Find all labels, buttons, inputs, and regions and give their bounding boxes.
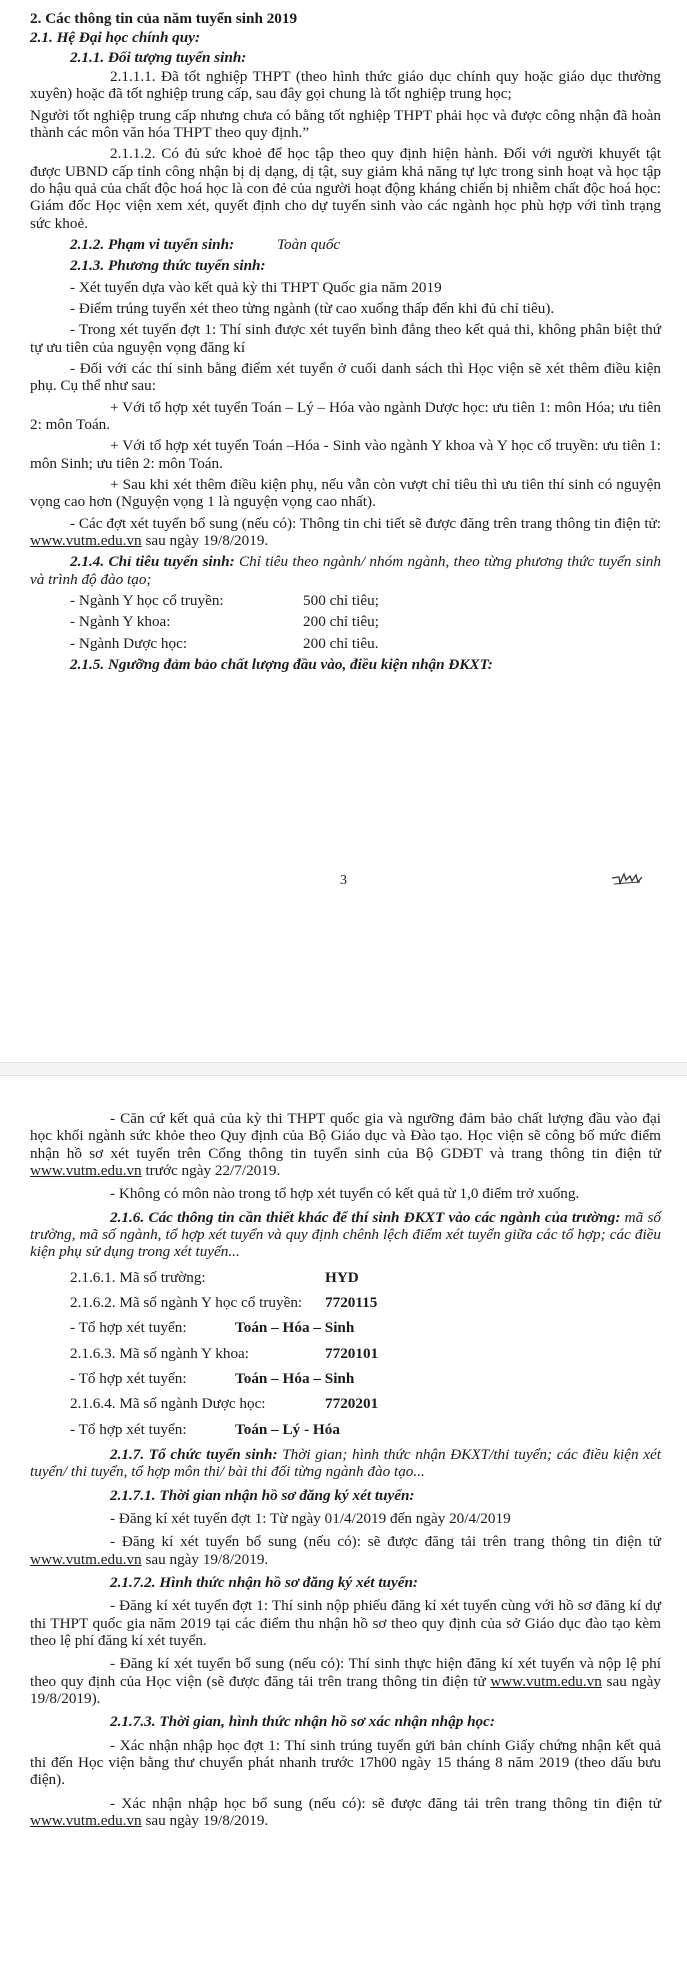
xac-nhan-item-2-text: - Xác nhận nhập học bổ sung (nếu có): sẽ được đăng tải trên trang thông tin điện tử [110, 1794, 661, 1812]
code-row [30, 1421, 661, 1438]
page-3-content [30, 10, 661, 673]
quota-value: 200 chỉ tiêu. [303, 634, 379, 652]
phuong-thuc-item-3: - Trong xét tuyển đợt 1: Thí sinh được xét tuyển bình đẳng theo kết quả thi, không phân biệt thứ tự ưu tiên của nguyện vọng đăng kí [30, 321, 661, 356]
hinh-thuc-item-2-date: sau ngày 19/8/2019). [30, 1672, 661, 1707]
code-label: - Tổ hợp xét tuyển: [70, 1420, 187, 1438]
code-value: 7720201 [325, 1395, 379, 1413]
quota-name: - Ngành Y học cổ truyền: [70, 591, 224, 609]
quota-row [30, 635, 661, 652]
code-label: 2.1.6.1. Mã số trường: [70, 1268, 206, 1286]
website-link[interactable]: www.vutm.edu.vn [30, 1161, 142, 1179]
code-label: - Tổ hợp xét tuyển: [70, 1319, 187, 1337]
subsection-title: 2.1. Hệ Đại học chính quy: [30, 29, 201, 47]
xac-nhan-item-1: - Xác nhận nhập học đợt 1: Thí sinh trúng tuyển gửi bản chính Giấy chứng nhận kết quả thi đến Học viện bằng thư chuyển phát nhanh trước 17h00 ngày 15 tháng 8 năm 2019 (theo dấu bưu điện). [30, 1736, 661, 1789]
phuong-thuc-item-8 [30, 515, 661, 550]
phuong-thuc-item-6: + Với tổ hợp xét tuyển Toán –Hóa - Sinh vào ngành Y khoa và Y học cổ truyền: ưu tiên 1: môn Sinh; ưu tiên 2: môn Toán. [30, 437, 661, 472]
document-page-4 [0, 1074, 687, 1973]
quota-row [30, 592, 661, 609]
code-value: 7720115 [325, 1293, 378, 1311]
code-value: Toán – Lý - Hóa [235, 1420, 340, 1438]
section-title: 2. Các thông tin của năm tuyển sinh 2019 [30, 10, 298, 27]
signature-mark [610, 868, 644, 890]
phuong-thuc-item-8-text: - Các đợt xét tuyển bổ sung (nếu có): Thông tin chi tiết sẽ được đăng trên trang thông tin điện tử: [70, 514, 661, 532]
code-value: 7720101 [325, 1344, 379, 1362]
to-chuc-paragraph [30, 1446, 661, 1481]
chi-tieu-label: 2.1.4. Chỉ tiêu tuyển sinh: [70, 553, 235, 571]
doi-tuong-paragraph-3: 2.1.1.2. Có đủ sức khoẻ để học tập theo quy định hiện hành. Đối với người khuyết tật được UBND cấp tỉnh công nhận bị dị dạng, dị tật, suy giảm khả năng tự lực trong sinh hoạt và học tập do hậu quả của chất độc hoá học là con đẻ của người hoạt động kháng chiến bị nhiễm chất độc hoá học: Giám đốc Học viện xem xét, quyết định cho dự tuyển sinh vào các ngành học phù hợp với tình trạng sức khoẻ. [30, 145, 661, 232]
pham-vi-row [30, 236, 661, 253]
website-link[interactable]: www.vutm.edu.vn [30, 531, 142, 549]
quota-value: 200 chỉ tiêu; [303, 613, 379, 631]
thong-tin-paragraph [30, 1209, 661, 1261]
code-label: 2.1.6.3. Mã số ngành Y khoa: [70, 1344, 249, 1362]
xac-nhan-item-2 [30, 1795, 661, 1830]
code-row [30, 1294, 661, 1311]
chi-tieu-paragraph [30, 553, 661, 588]
website-link[interactable]: www.vutm.edu.vn [490, 1672, 602, 1690]
thong-tin-description: mã số trường, mã số ngành, tổ hợp xét tuyển và quy định chênh lệch điểm xét tuyển giữa các tổ hợp; các điều kiện phụ sử dụng trong xét tuyển... [30, 1208, 661, 1261]
quota-value: 500 chỉ tiêu; [303, 591, 379, 609]
nguong-paragraph-1-date: trước ngày 22/7/2019. [141, 1161, 281, 1179]
thoi-gian-title: 2.1.7.1. Thời gian nhận hồ sơ đăng ký xét tuyển: [110, 1486, 415, 1504]
quota-name: - Ngành Dược học: [70, 634, 188, 652]
doi-tuong-paragraph-2: Người tốt nghiệp trung cấp nhưng chưa có bằng tốt nghiệp THPT phải học và được công nhận đã hoàn thành các môn văn hóa THPT theo quy định.” [30, 106, 661, 141]
hinh-thuc-item-2 [30, 1655, 661, 1707]
phuong-thuc-item-1: - Xét tuyển dựa vào kết quả kỳ thi THPT Quốc gia năm 2019 [70, 278, 442, 296]
code-value: Toán – Hóa – Sinh [235, 1319, 355, 1337]
code-value: Toán – Hóa – Sinh [235, 1369, 355, 1387]
chi-tieu-description: Chỉ tiêu theo ngành/ nhóm ngành, theo từng phương thức tuyển sinh và trình độ đào tạo; [30, 553, 661, 588]
handwritten-initials [610, 868, 644, 894]
phuong-thuc-item-8-date: sau ngày 19/8/2019. [141, 531, 269, 549]
code-label: 2.1.6.4. Mã số ngành Dược học: [70, 1395, 266, 1413]
page-number: 3 [340, 873, 347, 888]
pham-vi-value: Toàn quốc [277, 235, 341, 253]
hinh-thuc-item-1: - Đăng kí xét tuyển đợt 1: Thí sinh nộp phiếu đăng kí xét tuyển cùng với hồ sơ đăng kí dự thi THPT quốc gia năm 2019 tại các điểm thu nhận hồ sơ theo quy định của sở Giáo dục đào tạo kèm theo lệ phí đăng kí xét tuyển. [30, 1597, 661, 1649]
quota-name: - Ngành Y khoa: [70, 613, 171, 631]
nguong-paragraph-2: - Không có môn nào trong tổ hợp xét tuyển có kết quả từ 1,0 điểm trở xuống. [110, 1185, 580, 1203]
pham-vi-label: 2.1.2. Phạm vi tuyển sinh: [70, 235, 235, 253]
phuong-thuc-item-7: + Sau khi xét thêm điều kiện phụ, nếu vẫn còn vượt chỉ tiêu thì ưu tiên thí sinh có nguyện vọng cao hơn (Nguyện vọng 1 là nguyện vọng cao nhất). [30, 475, 661, 511]
website-link[interactable]: www.vutm.edu.vn [30, 1550, 142, 1568]
website-link[interactable]: www.vutm.edu.vn [30, 1811, 142, 1829]
doi-tuong-paragraph-1: 2.1.1.1. Đã tốt nghiệp THPT (theo hình thức giáo dục chính quy hoặc giáo dục thường xuyên) hoặc đã tốt nghiệp trung cấp, sau đây gọi chung là tốt nghiệp trung học; [30, 67, 661, 103]
thoi-gian-item-2-date: sau ngày 19/8/2019. [141, 1550, 269, 1568]
nguong-paragraph-1 [30, 1110, 661, 1179]
to-chuc-title: 2.1.7. Tổ chức tuyển sinh: [110, 1445, 278, 1463]
thong-tin-title: 2.1.6. Các thông tin cần thiết khác để thí sinh ĐKXT vào các ngành của trường: [110, 1208, 621, 1226]
phuong-thuc-item-5: + Với tổ hợp xét tuyển Toán – Lý – Hóa vào ngành Dược học: ưu tiên 1: môn Hóa; ưu tiên 2: môn Toán. [30, 398, 661, 433]
thoi-gian-item-1: - Đăng kí xét tuyển đợt 1: Từ ngày 01/4/2019 đến ngày 20/4/2019 [110, 1509, 511, 1527]
thoi-gian-item-2-text: - Đăng kí xét tuyển bổ sung (nếu có): sẽ được đăng tải trên trang thông tin điện tử [110, 1533, 661, 1551]
nguong-title: 2.1.5. Ngưỡng đảm bảo chất lượng đầu vào, điều kiện nhận ĐKXT: [70, 655, 493, 673]
xac-nhan-item-2-date: sau ngày 19/8/2019. [141, 1811, 269, 1829]
doi-tuong-title: 2.1.1. Đối tượng tuyển sinh: [70, 48, 247, 66]
code-label: 2.1.6.2. Mã số ngành Y học cổ truyền: [70, 1293, 303, 1311]
code-label: - Tổ hợp xét tuyển: [70, 1369, 187, 1387]
page-4-content [30, 1110, 661, 1829]
quota-row [30, 613, 661, 630]
code-value: HYD [325, 1268, 359, 1286]
nguong-paragraph-1-text: - Căn cứ kết quả của kỳ thi THPT quốc gia và ngưỡng đảm bảo chất lượng đầu vào đại học khối ngành sức khỏe theo Quy định của Bộ Giáo dục và Đào tạo. Học viện sẽ công bố mức điểm nhận hồ sơ xét tuyển trên Cổng thông tin tuyển sinh của Bộ GDĐT và trang thông tin điện tử [30, 1110, 661, 1162]
thoi-gian-item-2 [30, 1533, 661, 1568]
code-row [30, 1319, 661, 1336]
hinh-thuc-item-2-text: - Đăng kí xét tuyển bổ sung (nếu có): Thí sinh thực hiện đăng kí xét tuyển và nộp lệ phí theo quy định của Học viện (sẽ được đăng tải trên trang thông tin điện tử [30, 1655, 661, 1690]
phuong-thuc-item-4: - Đối với các thí sinh bằng điểm xét tuyển ở cuối danh sách thì Học viện sẽ xét thêm điều kiện phụ. Cụ thể như sau: [30, 359, 661, 395]
hinh-thuc-title: 2.1.7.2. Hình thức nhận hồ sơ đăng ký xét tuyển: [110, 1573, 418, 1591]
code-row [30, 1269, 661, 1286]
xac-nhan-title: 2.1.7.3. Thời gian, hình thức nhận hồ sơ xác nhận nhập học: [110, 1713, 495, 1731]
code-row [30, 1345, 661, 1362]
phuong-thuc-item-2: - Điểm trúng tuyển xét theo từng ngành (từ cao xuống thấp đến khi đủ chỉ tiêu). [70, 299, 555, 317]
code-row [30, 1395, 661, 1412]
code-row [30, 1370, 661, 1387]
phuong-thuc-title: 2.1.3. Phương thức tuyển sinh: [70, 257, 266, 275]
to-chuc-description: Thời gian; hình thức nhận ĐKXT/thi tuyển; các điều kiện xét tuyển/ thi tuyển, tổ hợp môn thi/ bài thi đối từng ngành đào tạo... [30, 1445, 661, 1481]
